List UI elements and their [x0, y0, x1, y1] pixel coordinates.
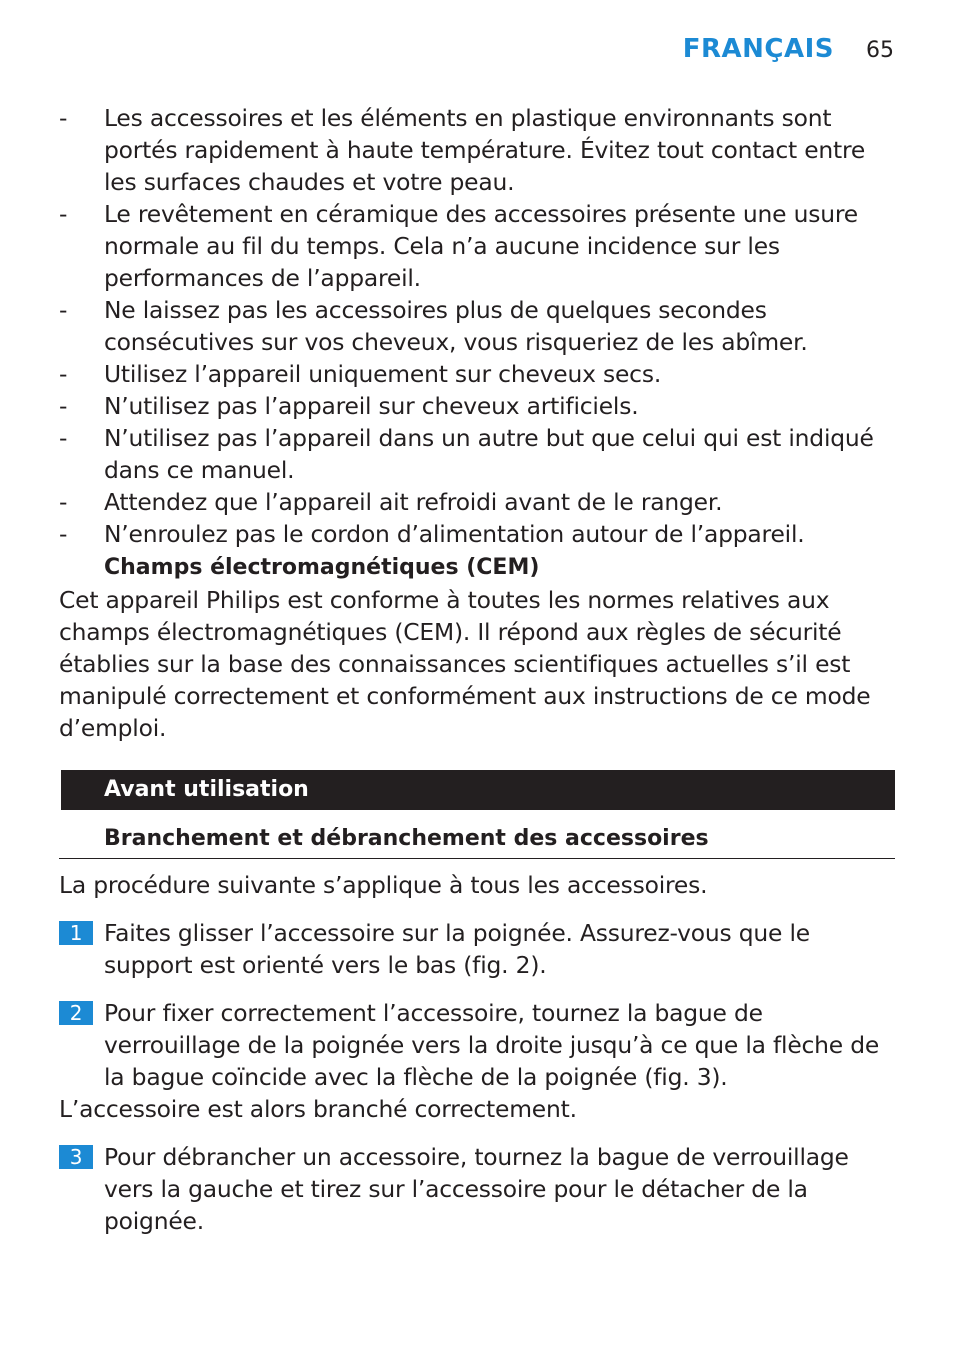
list-item	[59, 422, 895, 486]
step-number-badge: 2	[59, 1001, 93, 1025]
warning-text: Les accessoires et les éléments en plastique environnants sont portés rapidement à haute température. Évitez tout contact entre les surfaces chaudes et votre peau.	[104, 104, 866, 196]
section-subtitle: Branchement et débranchement des accessoires	[59, 824, 895, 859]
section-title-bar: Avant utilisation	[61, 770, 895, 810]
warning-text: N’utilisez pas l’appareil dans un autre but que celui qui est indiqué dans ce manuel.	[104, 424, 874, 484]
step-number-badge: 3	[59, 1145, 93, 1169]
bullet-dash: -	[59, 200, 68, 228]
warning-text: Utilisez l’appareil uniquement sur cheveux secs.	[104, 360, 662, 388]
page-header	[683, 34, 894, 64]
bullet-dash: -	[59, 104, 68, 132]
list-item	[59, 518, 895, 550]
step-item	[59, 1141, 895, 1237]
bullet-dash: -	[59, 520, 68, 548]
warning-text: N’utilisez pas l’appareil sur cheveux artificiels.	[104, 392, 639, 420]
bullet-dash: -	[59, 424, 68, 452]
step-text: Pour fixer correctement l’accessoire, tournez la bague de verrouillage de la poignée vers la droite jusqu’à ce que la flèche de la bague coïncide avec la flèche de la poignée (fig. 3).	[104, 999, 880, 1091]
bullet-dash: -	[59, 360, 68, 388]
list-item	[59, 358, 895, 390]
step-text: Pour débrancher un accessoire, tournez la bague de verrouillage vers la gauche et tirez sur l’accessoire pour le détacher de la poignée.	[104, 1143, 849, 1235]
list-item	[59, 198, 895, 294]
warning-text: Ne laissez pas les accessoires plus de quelques secondes consécutives sur vos cheveux, vous risqueriez de les abîmer.	[104, 296, 808, 356]
list-item	[59, 294, 895, 358]
warning-text: Le revêtement en céramique des accessoires présente une usure normale au fil du temps. Cela n’a aucune incidence sur les performances de l’appareil.	[104, 200, 858, 292]
step-item	[59, 997, 895, 1093]
list-item	[59, 390, 895, 422]
steps-list	[59, 917, 895, 1237]
page-number: 65	[866, 38, 894, 63]
warning-text: Attendez que l’appareil ait refroidi avant de le ranger.	[104, 488, 723, 516]
page-content	[59, 102, 895, 1237]
list-item	[59, 102, 895, 198]
list-item	[59, 486, 895, 518]
bullet-dash: -	[59, 488, 68, 516]
bullet-dash: -	[59, 296, 68, 324]
section-intro: La procédure suivante s’applique à tous les accessoires.	[59, 871, 708, 899]
warning-text: N’enroulez pas le cordon d’alimentation autour de l’appareil.	[104, 520, 805, 548]
step-item	[59, 917, 895, 981]
emf-paragraph: Cet appareil Philips est conforme à toutes les normes relatives aux champs électromagnétiques (CEM). Il répond aux règles de sécurité établies sur la base des connaissances scientifiques actuelles s’il est manipulé correctement et conformément aux instructions de ce mode d’emploi.	[59, 586, 871, 742]
language-label: FRANÇAIS	[682, 34, 834, 64]
step-text: Faites glisser l’accessoire sur la poignée. Assurez-vous que le support est orienté vers le bas (fig. 2).	[104, 919, 810, 979]
bullet-dash: -	[59, 392, 68, 420]
step-note: L’accessoire est alors branché correctement.	[59, 1095, 577, 1123]
step-number-badge: 1	[59, 921, 93, 945]
warnings-list	[59, 102, 895, 550]
emf-heading: Champs électromagnétiques (CEM)	[104, 555, 540, 580]
